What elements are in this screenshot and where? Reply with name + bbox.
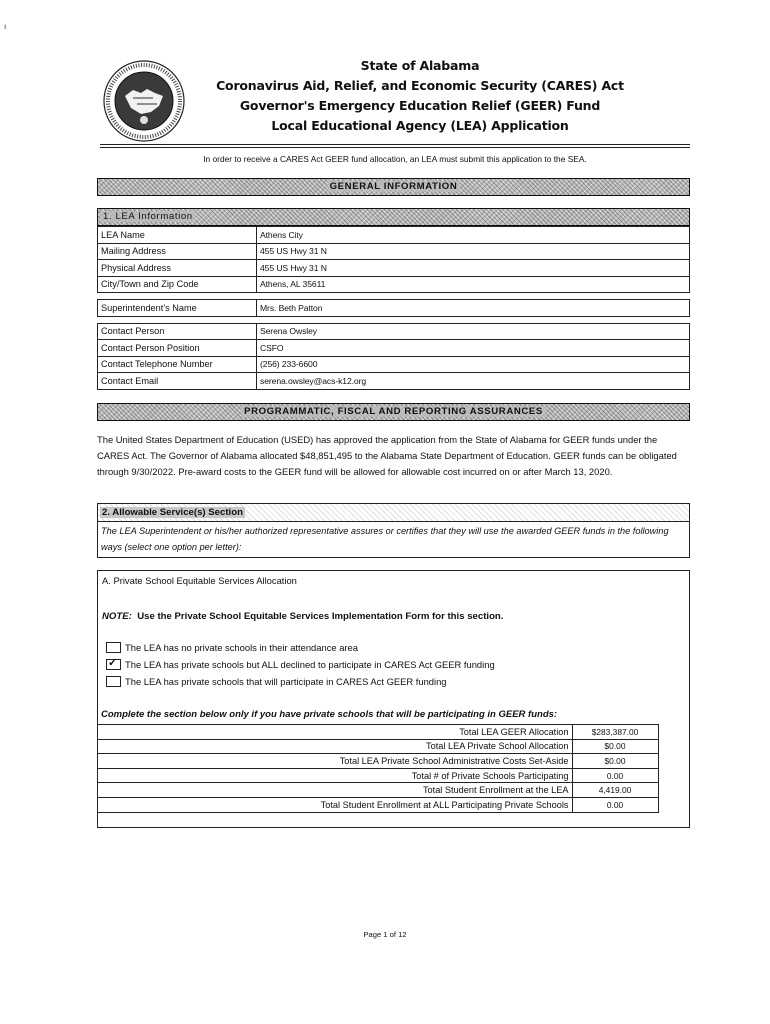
title-act: Coronavirus Aid, Relief, and Economic Security (CARES) Act	[216, 78, 624, 93]
field-value: Athens City	[257, 227, 690, 244]
option-all-declined[interactable]	[106, 659, 495, 670]
general-information-bar	[97, 178, 690, 196]
table-gap	[98, 293, 690, 300]
field-value: Athens, AL 35611	[257, 276, 690, 293]
page-number: Page 1 of 12	[363, 930, 407, 939]
field-label: Contact Person	[98, 323, 257, 340]
allowable-services-heading-bar	[98, 504, 689, 522]
table-row	[98, 300, 690, 317]
field-label: City/Town and Zip Code	[98, 276, 257, 293]
total-label: Total LEA Private School Administrative Costs Set-Aside	[98, 754, 572, 769]
option-no-private-schools[interactable]	[106, 642, 358, 653]
total-label: Total Student Enrollment at the LEA	[98, 783, 572, 798]
total-value: $0.00	[572, 739, 658, 754]
field-label: Superintendent's Name	[98, 300, 257, 317]
field-label: Mailing Address	[98, 243, 257, 260]
table-row	[98, 373, 690, 390]
header-rule	[100, 144, 690, 145]
option-label: The LEA has private schools that will participate in CARES Act GEER funding	[125, 676, 447, 687]
document-title	[200, 56, 640, 136]
intro-text: In order to receive a CARES Act GEER fund allocation, an LEA must submit this application to the SEA.	[203, 154, 587, 164]
assurances-paragraph: The United States Department of Education (USED) has approved the application from the State of Alabama for GEER funds under the CARES Act. The Governor of Alabama allocated $48,851,495 to the Alabama State Department of Education. GEER funds can be obligated through 9/30/2022. Pre-award costs to the GEER fund will be allowed for allowable cost incurred on or after March 13, 2020.	[97, 434, 677, 478]
total-label: Total LEA GEER Allocation	[98, 725, 572, 740]
field-label: Contact Email	[98, 373, 257, 390]
total-value: 0.00	[572, 797, 658, 812]
table-row	[98, 754, 690, 769]
checkbox[interactable]	[106, 676, 121, 687]
field-label: Contact Person Position	[98, 340, 257, 357]
total-value: 0.00	[572, 768, 658, 783]
table-row	[98, 356, 690, 373]
field-value: 455 US Hwy 31 N	[257, 243, 690, 260]
table-row	[98, 797, 690, 812]
table-row	[98, 323, 690, 340]
option-label: The LEA has private schools but ALL declined to participate in CARES Act GEER funding	[125, 659, 495, 670]
table-gap	[98, 316, 690, 323]
total-label: Total LEA Private School Allocation	[98, 739, 572, 754]
check-mark-icon: ✓	[108, 657, 118, 669]
title-application: Local Educational Agency (LEA) Application	[271, 118, 569, 133]
section-a-box	[97, 570, 690, 828]
table-row	[98, 768, 690, 783]
assurances-title: PROGRAMMATIC, FISCAL AND REPORTING ASSURANCES	[241, 406, 546, 417]
total-label: Total # of Private Schools Participating	[98, 768, 572, 783]
allowable-services-heading: 2. Allowable Service(s) Section	[102, 507, 243, 518]
general-information-title: GENERAL INFORMATION	[327, 181, 461, 192]
lea-information-bar	[97, 208, 690, 226]
header-rule-2	[100, 147, 690, 148]
allowable-services-box	[97, 503, 690, 558]
field-value: serena.owsley@acs-k12.org	[257, 373, 690, 390]
table-row	[98, 227, 690, 244]
table-row	[98, 739, 690, 754]
total-value: 4,419.00	[572, 783, 658, 798]
checkbox[interactable]	[106, 642, 121, 653]
scan-mark: ı	[4, 22, 7, 31]
total-value: $283,387.00	[572, 725, 658, 740]
option-label: The LEA has no private schools in their attendance area	[125, 642, 358, 653]
complete-section-note: Complete the section below only if you have private schools that will be participating in GEER funds:	[101, 709, 558, 720]
assurances-bar	[97, 403, 690, 421]
table-row	[98, 340, 690, 357]
title-state: State of Alabama	[360, 58, 480, 73]
section-a-title: A. Private School Equitable Services Allocation	[102, 575, 297, 586]
field-value: Mrs. Beth Patton	[257, 300, 690, 317]
lea-information-heading: 1. LEA Information	[100, 211, 196, 222]
title-fund: Governor's Emergency Education Relief (GEER) Fund	[239, 98, 601, 113]
table-row	[98, 725, 690, 740]
field-value: Serena Owsley	[257, 323, 690, 340]
note-prefix: NOTE:	[102, 611, 132, 622]
totals-table	[98, 724, 690, 813]
section-a-note	[102, 611, 503, 622]
checkbox-checked[interactable]	[106, 659, 121, 670]
allowable-services-text: The LEA Superintendent or his/her authorized representative assures or certifies that they will use the awarded GEER funds in the following ways (select one option per letter):	[101, 526, 669, 552]
table-row	[98, 276, 690, 293]
field-value: 455 US Hwy 31 N	[257, 260, 690, 277]
table-row	[98, 260, 690, 277]
field-value: CSFO	[257, 340, 690, 357]
table-row	[98, 243, 690, 260]
note-text: Use the Private School Equitable Services Implementation Form for this section.	[137, 611, 504, 622]
field-label: Contact Telephone Number	[98, 356, 257, 373]
lea-information-table	[97, 226, 690, 390]
field-label: LEA Name	[98, 227, 257, 244]
table-row	[98, 783, 690, 798]
field-label: Physical Address	[98, 260, 257, 277]
field-value: (256) 233-6600	[257, 356, 690, 373]
state-seal-icon	[103, 60, 185, 142]
option-will-participate[interactable]	[106, 676, 447, 687]
total-value: $0.00	[572, 754, 658, 769]
total-label: Total Student Enrollment at ALL Participating Private Schools	[98, 797, 572, 812]
